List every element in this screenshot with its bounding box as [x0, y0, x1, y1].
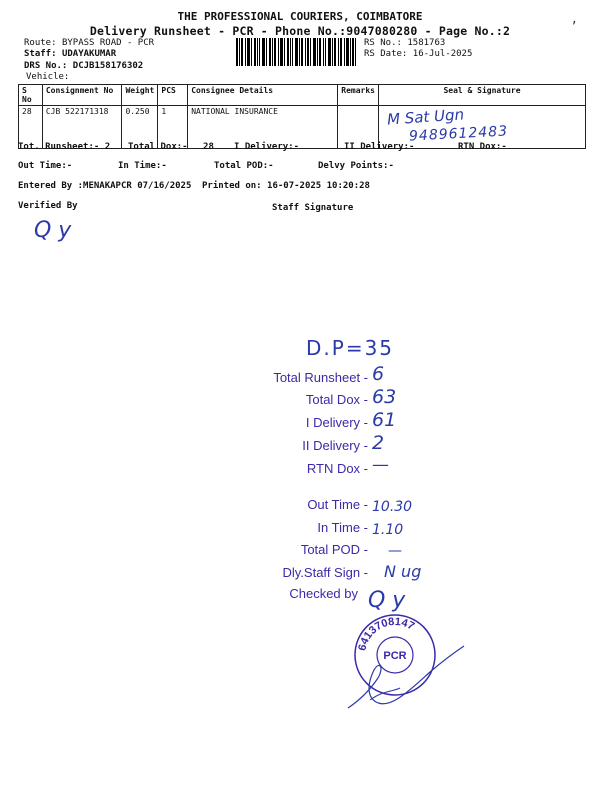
tot-dox	[128, 142, 214, 152]
corner-mark: ,	[570, 12, 578, 26]
col-weight: Weight	[122, 85, 158, 106]
hw-rtn-dox: —	[372, 455, 389, 475]
hw-runsheet: 6	[372, 363, 385, 385]
seal-ring-path: 6413708147	[356, 615, 417, 652]
in-time-label: In Time:-	[118, 161, 167, 171]
dp-note: D.P=35	[306, 336, 395, 360]
stamp-checked-by: Checked by	[289, 586, 358, 601]
stamp-dly-staff-sign: Dly.Staff Sign -	[282, 565, 368, 580]
runsheet-table	[18, 84, 586, 149]
col-remarks: Remarks	[338, 85, 379, 106]
stamp-total-dox: Total Dox -	[305, 392, 368, 407]
col-consignee: Consignee Details	[188, 85, 338, 106]
drs-value: DCJB158176302	[72, 61, 144, 71]
hw-ii-delivery: 2	[372, 432, 385, 454]
col-seal: Seal & Signature	[378, 85, 585, 106]
staff-label: Staff:	[24, 49, 57, 59]
route-label: Route:	[24, 38, 57, 48]
stamp-rtn-dox: RTN Dox -	[306, 461, 368, 476]
cell-consignment: CJB 522171318	[42, 106, 122, 149]
runsheet-title: Delivery Runsheet - PCR - Phone No.:9047080280 - Page No.:2	[89, 24, 511, 38]
cell-consignee: NATIONAL INSURANCE	[188, 106, 338, 149]
rs-date-line	[364, 49, 472, 59]
table-header-row	[19, 85, 586, 106]
seal-center-text: PCR	[383, 650, 407, 662]
staff-line	[24, 49, 116, 59]
col-pcs: PCS	[158, 85, 188, 106]
col-consignment: Consignment No	[42, 85, 122, 106]
stamp-total-runsheet: Total Runsheet -	[273, 370, 368, 385]
out-time-label: Out Time:-	[18, 161, 73, 171]
ii-delivery-label: II Delivery:-	[344, 142, 415, 152]
vehicle-label: Vehicle:	[26, 72, 70, 82]
tot-dox-value: 28	[203, 142, 214, 152]
hw-out-time: 10.30	[372, 499, 413, 515]
rs-date-label: RS Date:	[364, 49, 408, 59]
tot-runsheet-label: Tot. Runsheet:-	[18, 142, 100, 152]
seal-signature-phone: 9489612483	[408, 123, 509, 145]
rtn-dox-label: RTN Dox:-	[458, 142, 507, 152]
cell-pcs: 1	[158, 106, 188, 149]
rs-no-label: RS No.:	[364, 38, 402, 48]
entered-by: Entered By :MENAKAPCR 07/16/2025	[18, 181, 192, 191]
printed-on: Printed on: 16-07-2025 10:20:28	[202, 181, 370, 191]
hw-i-delivery: 61	[372, 409, 397, 431]
tot-runsheet	[18, 142, 110, 152]
tot-runsheet-value: 2	[104, 142, 111, 152]
i-delivery-label: I Delivery:-	[234, 142, 300, 152]
total-pod-label: Total POD:-	[214, 161, 274, 171]
seal-signature-name: M Sat Ugn	[386, 105, 465, 129]
route-value: BYPASS ROAD - PCR	[61, 38, 155, 48]
stamp-ii-delivery: II Delivery -	[302, 438, 368, 453]
delvy-points-label: Delvy Points:-	[318, 161, 394, 171]
hw-in-time: 1.10	[372, 522, 404, 538]
stamp-i-delivery: I Delivery -	[305, 415, 368, 430]
verified-signature: Q y	[34, 218, 72, 243]
verified-by: Verified By	[18, 201, 78, 211]
col-sno: S No	[19, 85, 43, 106]
stamp-total-pod: Total POD -	[300, 542, 368, 557]
hw-total-pod: —	[388, 543, 402, 559]
hw-dly-staff-sign: N ug	[384, 562, 422, 581]
stamp-in-time: In Time -	[317, 520, 368, 535]
hw-dox: 63	[372, 386, 397, 408]
cell-weight: 0.250	[122, 106, 158, 149]
rs-no-line	[364, 38, 445, 48]
staff-value: UDAYAKUMAR	[61, 49, 117, 59]
rs-no-value: 1581763	[407, 38, 446, 48]
route-line	[24, 38, 154, 48]
stamp-out-time: Out Time -	[307, 497, 368, 512]
staff-signature-label: Staff Signature	[272, 203, 354, 213]
tot-dox-label: Total Dox:-	[128, 142, 188, 152]
hw-checked-by: Q y	[368, 588, 406, 613]
seal-signature-scrawl	[340, 630, 470, 720]
rs-date-value: 16-Jul-2025	[412, 49, 473, 59]
cell-sno: 28	[19, 106, 43, 149]
company-name: THE PROFESSIONAL COURIERS, COIMBATORE	[177, 10, 423, 23]
barcode	[236, 38, 356, 66]
drs-label: DRS No.:	[24, 61, 68, 71]
drs-line	[24, 61, 143, 71]
